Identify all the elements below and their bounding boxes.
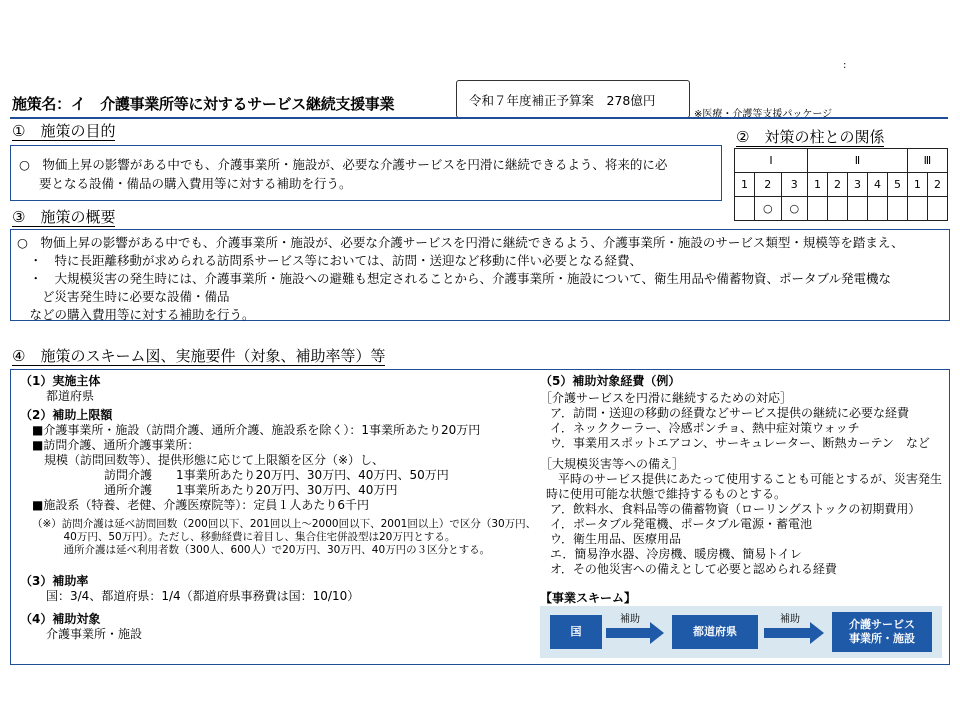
subsidy-target-block [20,612,142,642]
eligible-costs-heading: （5）補助対象経費（例） [540,374,681,388]
subsidy-cap-note: 40万円、50万円）。ただし、移動経費に着目し、集合住宅併設型は20万円とする。 [32,531,456,543]
section-1-heading: ① 施策の目的 [12,122,116,140]
subsidy-cap-block [20,408,536,557]
section-3-line: ・ 特に長距離移動が求められる訪問系サービス等においては、訪問・送迎など移動に伴い必要となる経費、 [17,253,643,268]
pillar-mark [847,197,867,221]
scheme-node-national: 国 [550,615,602,649]
pillar-mark [867,197,887,221]
eligible-item: ウ．衛生用品、医療用品 [550,532,682,546]
subsidy-cap-line: 通所介護 1事業所あたり20万円、30万円、40万円 [32,483,398,497]
eligible-costs-block [540,374,942,577]
subsidy-cap-note: 通所介護は延べ利用者数（300人、600人）で20万円、30万円、40万円の３区分とする。 [32,544,491,556]
section-1-box [10,145,722,201]
pillar-mark [735,197,755,221]
eligible-item: ア．訪問・送迎の移動の経費などサービス提供の継続に必要な経費 [550,406,910,420]
section-1-line: ○ 物価上昇の影響がある中でも、介護事業所・施設が、必要な介護サービスを円滑に継続できるよう、将来的に必 [19,157,668,172]
right-arrow-icon [606,620,666,646]
pillar-mark [887,197,907,221]
pillar-number: 1 [735,173,755,197]
pillar-number: 4 [867,173,887,197]
pillar-number: 2 [754,173,781,197]
pillar-mark-row [735,197,948,221]
eligible-item: オ．その他災害への備えとして必要と認められる経費 [550,562,837,576]
scheme-node-care-providers [832,612,932,652]
subsidy-rate-block [20,574,359,604]
right-arrow-icon [764,620,826,646]
section-3-line: ど災害発生時に必要な設備・備品 [17,289,230,304]
corner-mark: : [843,60,847,71]
section-3-box [10,229,950,321]
eligible-group-1-title: ［介護サービスを円滑に継続するための対応］ [540,391,793,405]
subsidy-cap-line: 規模（訪問回数等）、提供形態に応じて上限額を区分（※）し、 [32,453,385,467]
pillar-table [734,148,948,221]
pillar-group-3: Ⅲ [907,149,947,173]
eligible-group-2-desc: 平時のサービス提供にあたって使用することも可能とするが、災害発生 [546,472,943,486]
eligible-item: ウ．事業用スポットエアコン、サーキュレーター、断熱カーテン など [550,436,930,450]
eligible-item: エ．簡易浄水器、冷房機、暖房機、簡易トイレ [550,547,802,561]
section-1-line: 要となる設備・備品の購入費用等に対する補助を行う。 [39,176,352,191]
scheme-diagram [540,606,942,658]
subsidy-cap-heading: （2）補助上限額 [20,408,113,422]
subsidy-rate-heading: （3）補助率 [20,574,89,588]
implementer-heading: （1）実施主体 [20,374,101,388]
section-3-line: などの購入費用等に対する補助を行う。 [17,307,255,322]
pillar-number: 2 [828,173,848,197]
pillar-mark [907,197,927,221]
scheme-node-line: 事業所・施設 [849,632,915,645]
eligible-item: イ．ポータブル発電機、ポータブル電源・蓄電池 [550,517,812,531]
pillar-number: 3 [781,173,808,197]
pillar-mark [808,197,828,221]
subsidy-cap-line: ■介護事業所・施設（訪問介護、通所介護、施設系を除く）：1事業所あたり20万円 [32,423,481,437]
pillar-mark: ○ [781,197,808,221]
section-3-line: ○ 物価上昇の影響がある中でも、介護事業所・施設が、必要な介護サービスを円滑に継続できるよう、介護事業所・施設のサービス類型・規模等を踏まえ、 [17,235,904,250]
scheme-node-prefecture: 都道府県 [672,615,758,649]
scheme-arrow-label: 補助 [780,614,800,625]
pillar-mark: ○ [754,197,781,221]
pillar-group-2: Ⅱ [808,149,908,173]
subsidy-target-heading: （4）補助対象 [20,612,101,626]
budget-box: 令和７年度補正予算案 278億円 [456,80,690,118]
implementer-value: 都道府県 [46,389,95,403]
scheme-node-line: 介護サービス [849,618,915,631]
subsidy-target-value: 介護事業所・施設 [46,627,143,641]
pillar-number: 1 [907,173,927,197]
eligible-group-2-title: ［大規模災害等への備え］ [540,457,685,471]
pillar-number: 5 [887,173,907,197]
pillar-number-row [735,173,948,197]
subsidy-rate-value: 国：3/4、都道府県：1/4（都道府県事務費は国：10/10） [46,589,360,603]
section-3-line: ・ 大規模災害の発生時には、介護事業所・施設への避難も想定されることから、介護事業所・施設について、衛生用品や備蓄物資、ポータブル発電機な [17,271,892,286]
title-divider [10,117,948,119]
package-note: ※医療・介護等支援パッケージ [694,109,833,120]
subsidy-cap-line: ■訪問介護、通所介護事業所： [32,438,200,452]
section-2-heading: ② 対策の柱との関係 [736,128,885,146]
pillar-number: 2 [927,173,947,197]
implementer-block [20,374,100,404]
section-4-heading: ④ 施策のスキーム図、実施要件（対象、補助率等）等 [12,347,386,365]
pillar-group-1: Ⅰ [735,149,808,173]
subsidy-cap-note: （※）訪問介護は延べ訪問回数（200回以下、201回以上～2000回以下、2001回以上）で区分（30万円、 [32,518,537,530]
subsidy-cap-line: 訪問介護 1事業所あたり20万円、30万円、40万円、50万円 [32,468,449,482]
subsidy-cap-line: ■施設系（特養、老健、介護医療院等）：定員１人あたり6千円 [32,498,369,512]
page-title: 施策名：イ 介護事業所等に対するサービス継続支援事業 [12,95,395,113]
scheme-arrow-label: 補助 [620,614,640,625]
eligible-item: イ．ネッククーラー、冷感ポンチョ、熱中症対策ウォッチ [550,421,860,435]
pillar-number: 3 [847,173,867,197]
pillar-mark [927,197,947,221]
scheme-heading: 【事業スキーム】 [540,591,637,605]
pillar-number: 1 [808,173,828,197]
pillar-mark [828,197,848,221]
eligible-group-2-desc: 時に使用可能な状態で維持するものとする。 [546,487,787,501]
section-3-heading: ③ 施策の概要 [12,208,116,226]
pillar-group-row [735,149,948,173]
eligible-item: ア．飲料水、食料品等の備蓄物資（ローリングストックの初期費用） [550,502,921,516]
